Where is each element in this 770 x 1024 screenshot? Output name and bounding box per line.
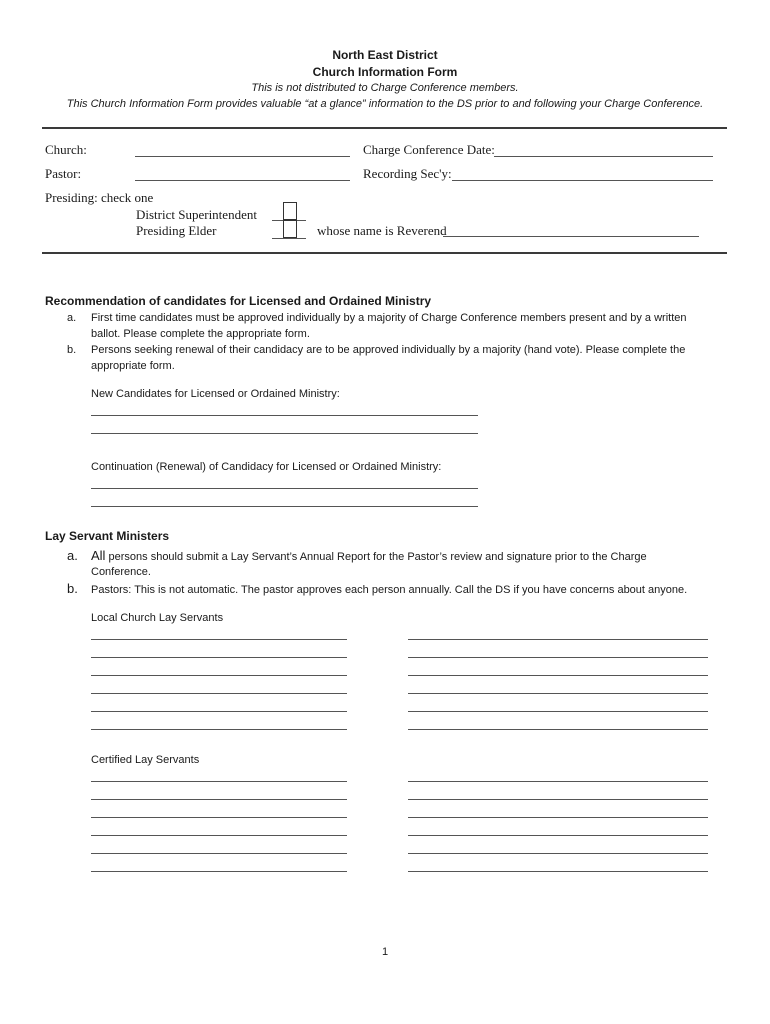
recording-secretary-field[interactable] bbox=[452, 180, 713, 181]
form-description: This Church Information Form provides valuable “at a glance” information to the DS prior to and following your Charge Conference. bbox=[66, 98, 704, 110]
elder-check-line bbox=[272, 238, 306, 239]
page-number: 1 bbox=[381, 946, 389, 958]
local-lay-servant-field-r4-c2[interactable] bbox=[408, 693, 708, 694]
reverend-label: whose name is Reverend bbox=[317, 223, 447, 238]
ministry-item-b-line1: Persons seeking renewal of their candidacy are to be approved individually by a majority (hand vote). Please complete the bbox=[91, 344, 686, 356]
local-lay-servant-field-r5-c2[interactable] bbox=[408, 711, 708, 712]
lay-item-a-marker: a. bbox=[67, 548, 78, 563]
distribution-note: This is not distributed to Charge Conference members. bbox=[251, 82, 519, 94]
local-lay-servant-field-r2-c2[interactable] bbox=[408, 657, 708, 658]
local-lay-servant-field-r3-c1[interactable] bbox=[91, 675, 347, 676]
top-divider bbox=[42, 127, 727, 129]
local-lay-servant-field-r5-c1[interactable] bbox=[91, 711, 347, 712]
charge-conference-date-label: Charge Conference Date: bbox=[363, 142, 495, 157]
local-lay-servant-field-r1-c2[interactable] bbox=[408, 639, 708, 640]
certified-lay-servant-field-r6-c1[interactable] bbox=[91, 871, 347, 872]
lay-item-a-first-word: All bbox=[91, 548, 106, 563]
church-label: Church: bbox=[45, 142, 87, 157]
lay-item-a-line2: Conference. bbox=[91, 566, 151, 578]
certified-lay-servant-field-r4-c1[interactable] bbox=[91, 835, 347, 836]
certified-lay-servant-field-r1-c2[interactable] bbox=[408, 781, 708, 782]
ministry-item-a-line2: ballot. Please complete the appropriate form. bbox=[91, 328, 310, 340]
lay-item-b-text: Pastors: This is not automatic. The pastor approves each person annually. Call the DS if you have concerns about anyone. bbox=[91, 584, 688, 596]
continuation-field-2[interactable] bbox=[91, 506, 478, 507]
new-candidates-label: New Candidates for Licensed or Ordained Ministry: bbox=[91, 388, 340, 400]
charge-conference-date-field[interactable] bbox=[494, 156, 713, 157]
ministry-item-a-line1: First time candidates must be approved individually by a majority of Charge Conference members present and by a written bbox=[91, 312, 687, 324]
certified-lay-servant-field-r3-c2[interactable] bbox=[408, 817, 708, 818]
certified-lay-servant-field-r5-c1[interactable] bbox=[91, 853, 347, 854]
pastor-field[interactable] bbox=[135, 180, 350, 181]
certified-lay-servant-field-r1-c1[interactable] bbox=[91, 781, 347, 782]
district-title: North East District bbox=[332, 48, 438, 62]
local-lay-servant-field-r6-c2[interactable] bbox=[408, 729, 708, 730]
presiding-label: Presiding: check one bbox=[45, 190, 154, 205]
certified-lay-servant-field-r6-c2[interactable] bbox=[408, 871, 708, 872]
ministry-item-b-line2: appropriate form. bbox=[91, 360, 175, 372]
church-field[interactable] bbox=[135, 156, 350, 157]
recording-secretary-label: Recording Sec'y: bbox=[363, 166, 452, 181]
form-title: Church Information Form bbox=[312, 65, 458, 79]
continuation-field-1[interactable] bbox=[91, 488, 478, 489]
certified-lay-servants-label: Certified Lay Servants bbox=[91, 754, 200, 766]
local-lay-servant-field-r6-c1[interactable] bbox=[91, 729, 347, 730]
bottom-divider bbox=[42, 252, 727, 254]
new-candidates-field-1[interactable] bbox=[91, 415, 478, 416]
certified-lay-servant-field-r4-c2[interactable] bbox=[408, 835, 708, 836]
presiding-elder-checkbox[interactable] bbox=[283, 220, 297, 238]
district-superintendent-checkbox[interactable] bbox=[283, 202, 297, 220]
pastor-label: Pastor: bbox=[45, 166, 82, 181]
presiding-elder-label: Presiding Elder bbox=[136, 223, 217, 238]
certified-lay-servant-field-r2-c1[interactable] bbox=[91, 799, 347, 800]
local-lay-servant-field-r2-c1[interactable] bbox=[91, 657, 347, 658]
continuation-label: Continuation (Renewal) of Candidacy for Licensed or Ordained Ministry: bbox=[91, 461, 442, 473]
lay-item-a-line1 bbox=[91, 548, 647, 565]
local-lay-servant-field-r3-c2[interactable] bbox=[408, 675, 708, 676]
lay-item-b-marker: b. bbox=[67, 581, 78, 596]
lay-item-a-rest: persons should submit a Lay Servant’s Annual Report for the Pastor’s review and signature prior to the Charge bbox=[105, 551, 647, 563]
ministry-item-b-marker: b. bbox=[67, 344, 77, 356]
lay-servant-section-title: Lay Servant Ministers bbox=[45, 529, 170, 543]
certified-lay-servant-field-r2-c2[interactable] bbox=[408, 799, 708, 800]
reverend-name-field[interactable] bbox=[443, 236, 699, 237]
local-lay-servant-field-r4-c1[interactable] bbox=[91, 693, 347, 694]
district-superintendent-label: District Superintendent bbox=[136, 207, 257, 222]
certified-lay-servant-field-r3-c1[interactable] bbox=[91, 817, 347, 818]
new-candidates-field-2[interactable] bbox=[91, 433, 478, 434]
ministry-section-title: Recommendation of candidates for Licensed and Ordained Ministry bbox=[45, 294, 432, 308]
certified-lay-servant-field-r5-c2[interactable] bbox=[408, 853, 708, 854]
local-lay-servants-label: Local Church Lay Servants bbox=[91, 612, 224, 624]
local-lay-servant-field-r1-c1[interactable] bbox=[91, 639, 347, 640]
ministry-item-a-marker: a. bbox=[67, 312, 77, 324]
